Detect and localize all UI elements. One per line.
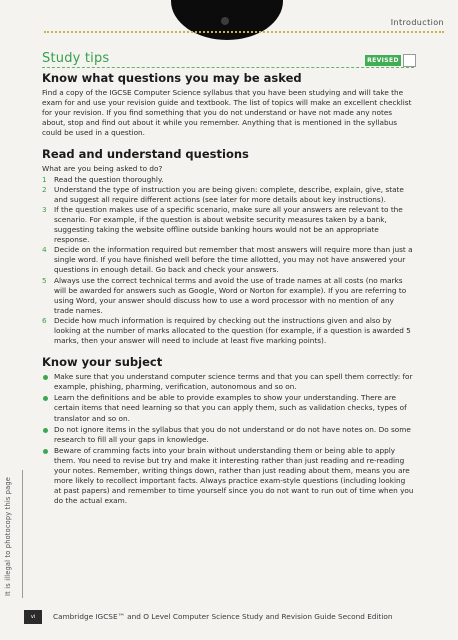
subject-bullets-list <box>42 372 414 506</box>
side-divider <box>22 470 23 598</box>
bullet-icon <box>43 449 48 454</box>
subject-heading: Know your subject <box>42 355 163 370</box>
copyright-side-note <box>0 470 22 598</box>
footer-title: Cambridge IGCSE™ and O Level Computer Science Study and Revision Guide Second Edition <box>53 612 393 621</box>
list-item: 3 If the question makes use of a specific scenario, make sure all your answers are relevant to the scenario. For example, if the question is about website security measures taken by a bank, suggesting taking the website offline outside banking hours would not be an appropriate response. <box>42 204 403 245</box>
page-number: vi <box>24 610 42 624</box>
list-item: 5 Always use the correct technical terms and avoid the use of trade names at all costs (no marks will be awarded for answers such as Google, Word or Norton for example). If you are referring to using Word, your answer should discuss how to use a word processor with no mention of any trade names. <box>42 275 407 315</box>
list-item: Learn the definitions and be able to provide examples to show your understanding. There are certain items that need learning so that you can apply them, such as validation checks, types of translator and so on. <box>42 393 414 423</box>
camera-notch <box>171 0 283 40</box>
section-title: Study tips <box>42 51 110 66</box>
bullet-icon <box>43 375 48 380</box>
list-item: Make sure that you understand computer science terms and that you can spell them correctly: for example, phishing, pharming, verification, autonomous and so on. <box>42 372 414 392</box>
read-intro: What are you being asked to do? <box>42 164 163 174</box>
read-heading: Read and understand questions <box>42 147 249 162</box>
questions-heading: Know what questions you may be asked <box>42 71 302 85</box>
header-divider <box>44 31 444 33</box>
read-steps-list <box>42 175 414 347</box>
running-head: Introduction <box>390 18 444 27</box>
list-item: Do not ignore items in the syllabus that you do not understand or do not have notes on. Do some research to fill all your gaps in knowledge. <box>42 425 414 445</box>
bullet-icon <box>43 396 48 401</box>
revised-checkbox[interactable] <box>403 54 416 67</box>
list-item: Beware of cramming facts into your brain without understanding them or being able to apply them. You need to revise but try and make it interesting rather than just reading and re-reading your notes. Remember, writing things down, rather than just reading about them, means you are more likely to recollect important facts. Always practice exam-style questions (including looking at past papers) and remember to time yourself since you do not want to run out of time when you do the actual exam. <box>42 446 414 507</box>
list-item: 1 Read the question thoroughly. <box>42 174 164 184</box>
revised-badge: REVISED <box>365 55 401 66</box>
list-item: 2 Understand the type of instruction you are being given: complete, describe, explain, give, state and suggest all require different actions (see later for more details about key instructions). <box>42 184 404 204</box>
camera-lens-icon <box>221 17 229 25</box>
questions-body: Find a copy of the IGCSE Computer Science syllabus that you have been studying and will take the exam for and use your revision guide and textbook. The list of topics will make an excellent checklist for your revision. If you find something that you do not understand or have not made any notes about, stop and find out about it while you remember. Anything that is mentioned in the syllabus could be used in a question. <box>42 88 412 138</box>
list-item: 4 Decide on the information required but remember that most answers will require more than just a single word. If you have finished well before the time allotted, you may not have answered your questions in enough detail. Go back and check your answers. <box>42 245 413 275</box>
section-divider <box>42 67 414 68</box>
bullet-icon <box>43 428 48 433</box>
copyright-notice: It is illegal to photocopy this page <box>4 476 12 596</box>
main-content <box>42 71 414 507</box>
list-item: 6 Decide how much information is required by checking out the instructions given and also by looking at the number of marks allocated to the question (for example, if a question is awarded 5 marks, then your answer will need to include at least five marking points). <box>42 315 411 346</box>
